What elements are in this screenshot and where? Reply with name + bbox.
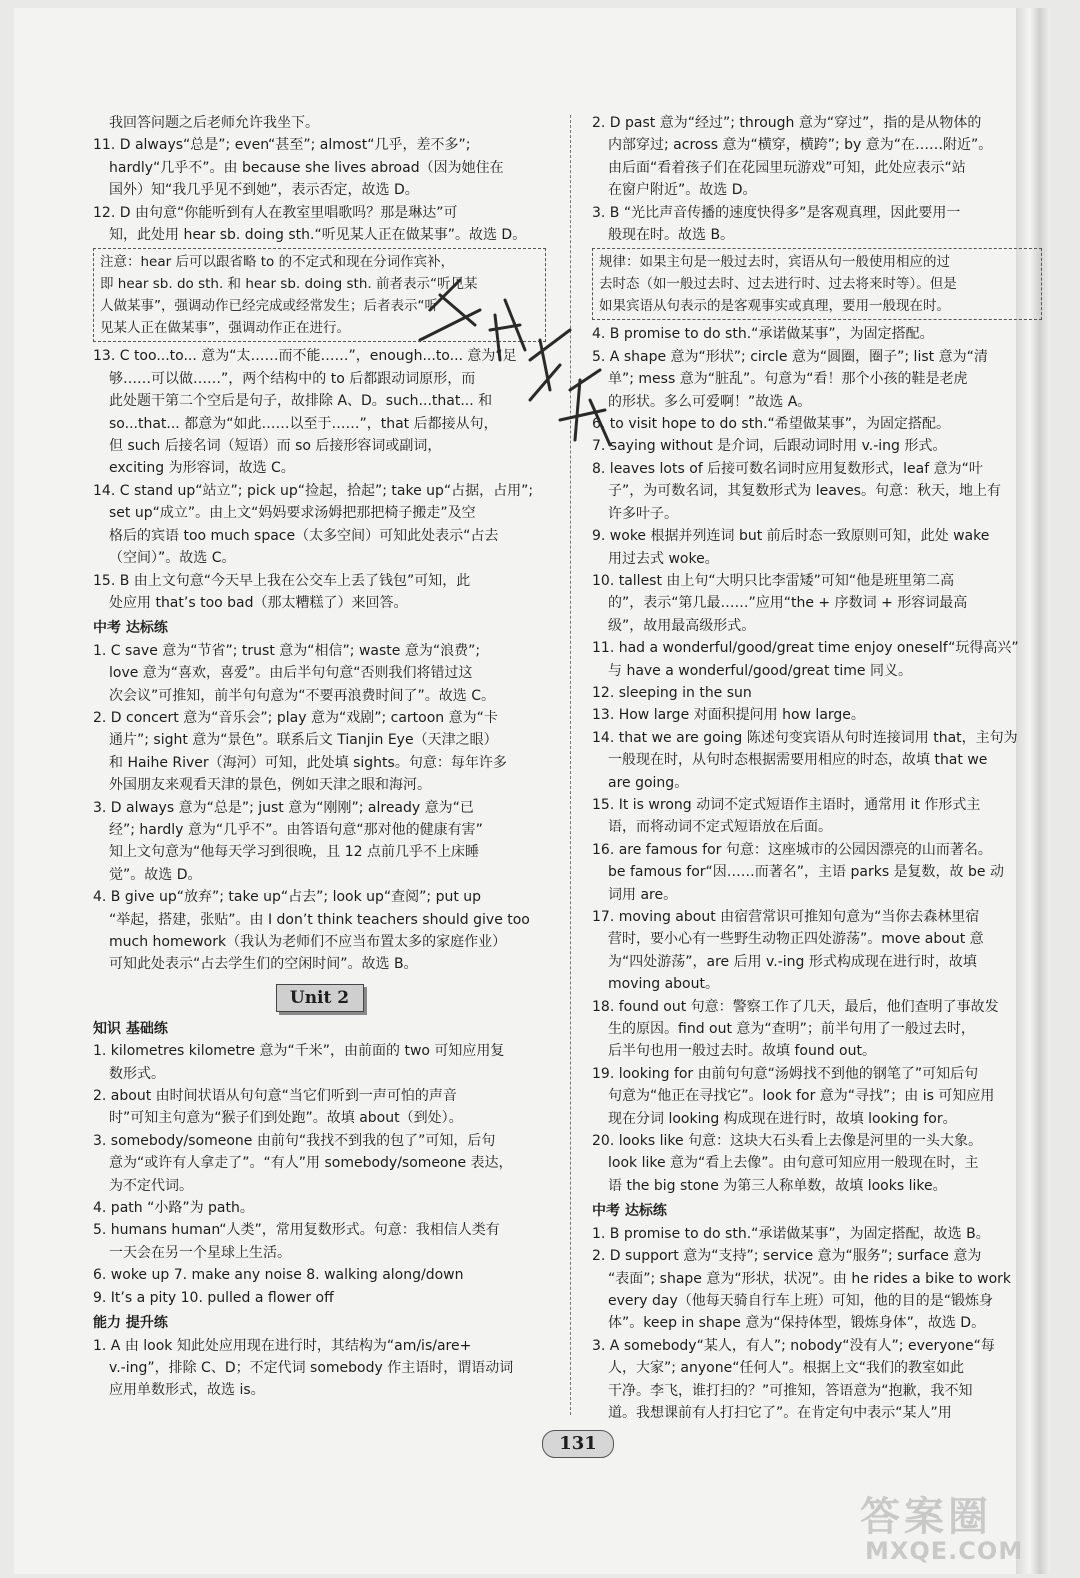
note-line: 如果宾语从句表示的是客观事实或真理，要用一般现在时。: [599, 298, 950, 315]
text-line: 但 such 后接名词（短语）而 so 后接形容词或副词，: [109, 438, 442, 455]
text-line: 营时，要小心有一些野生动物正四处游荡”。move about 意: [608, 931, 984, 948]
text-line: 一般现在时，从句时态根据需要用相应的时态，故填 that we: [608, 752, 988, 769]
text-line: 子”，为可数名词，其复数形式为 leaves。句意：秋天，地上有: [608, 483, 1001, 500]
answer-3: 3. B “光比声音传播的速度快得多”是客观真理，因此要用一: [592, 204, 961, 221]
text-line: 处应用 that’s too bad（那太糟糕了）来回答。: [109, 594, 408, 611]
text-line: 应用单数形式，故选 is。: [109, 1382, 265, 1399]
answer-19: 19. looking for 由前句句意“汤姆找不到他的钢笔了”可知后句: [592, 1065, 979, 1082]
text-line: 经”; hardly 意为“几乎不”。由答语句意“那对他的健康有害”: [109, 821, 483, 838]
text-line: 为“四处游荡”，are 后用 v.-ing 形式构成现在进行时，故填: [608, 953, 977, 970]
right-column: [592, 112, 1042, 1424]
text-line: 词用 are。: [608, 886, 678, 903]
answer-8: 8. leaves lots of 后接可数名词时应用复数形式，leaf 意为“叶: [592, 460, 983, 477]
text-line: 够……可以做……”，两个结构中的 to 后都跟动词原形，而: [109, 370, 476, 387]
watermark-logo: [860, 1485, 1070, 1570]
answer-5: 5. A shape 意为“形状”; circle 意为“圆圈，圈子”; list 意为“清: [592, 348, 988, 365]
page-number: 131: [542, 1430, 614, 1458]
text-line: 次会议”可推知，前半句句意为“不要再浪费时间了”。故选 C。: [109, 687, 495, 704]
answer-1: 1. C save 意为“节省”; trust 意为“相信”; waste 意为“浪费”;: [93, 642, 481, 659]
text-line: 由后面“看着孩子们在花园里玩游戏”可知，此处应表示“站: [608, 159, 966, 176]
text-line: 和 Haihe River（海河）可知，此处填 sights。句意：每年许多: [109, 754, 507, 771]
answer-11: 11. had a wonderful/good/great time enjoy oneself“玩得高兴”: [592, 640, 1019, 657]
note-line: 注意：hear 后可以跟省略 to 的不定式和现在分词作宾补，: [100, 254, 455, 271]
text-line: 我回答问题之后老师允许我坐下。: [109, 115, 319, 131]
answer-1: 1. B promise to do sth.“承诺做某事”，为固定搭配，故选 B。: [592, 1225, 990, 1242]
text-line: 用过去式 woke。: [608, 550, 719, 567]
text-line: are going。: [608, 774, 689, 791]
answer-9: 9. woke 根据并列连词 but 前后时态一致原则可知，此处 wake: [592, 528, 990, 545]
text-line: （空间）”。故选 C。: [109, 550, 236, 567]
text-line: 与 have a wonderful/good/great time 同义。: [608, 662, 913, 679]
text-line: 人，大家”; anyone“任何人”。根据上文“我们的教室如此: [608, 1360, 964, 1377]
text-line: 内部穿过; across 意为“横穿，横跨”; by 意为“在……附近”。: [608, 137, 993, 154]
text-line: 意为“或许有人拿走了”。“有人”用 somebody/someone 表达，: [109, 1155, 513, 1172]
text-line: 般现在时。故选 B。: [608, 227, 735, 244]
text-line: 单”; mess 意为“脏乱”。句意为“看！那个小孩的鞋是老虎: [608, 371, 968, 388]
answer-10: 10. tallest 由上句“大明只比李雷矮”可知“他是班里第二高: [592, 572, 955, 589]
text-line: 许多叶子。: [608, 505, 678, 522]
text-line: be famous for“因……而著名”，主语 parks 是复数，故 be 动: [608, 864, 1004, 881]
answer-1: 1. kilometres kilometre 意为“千米”，由前面的 two 可知应用复: [93, 1043, 505, 1060]
answer-3: 3. D always 意为“总是”; just 意为“刚刚”; already 意为“已: [93, 799, 474, 816]
answer-2: 2. D past 意为“经过”; through 意为“穿过”，指的是从物体的: [592, 115, 982, 131]
text-line: 时”可知主句意为“猴子们到处跑”。故填 about（到处）。: [109, 1110, 463, 1127]
text-line: 国外）知“我几乎见不到她”，表示否定，故选 D。: [109, 182, 419, 199]
watermark-url: MXQE.COM: [865, 1537, 1024, 1565]
answer-1: 1. A 由 look 知此处应用现在进行时，其结构为“am/is/are+: [93, 1337, 472, 1354]
text-line: 体”。keep in shape 意为“保持体型，锻炼身体”，故选 D。: [608, 1315, 986, 1332]
text-line: moving about。: [608, 976, 719, 993]
answer-2: 2. about 由时间状语从句句意“当它们听到一声可怕的声音: [93, 1088, 457, 1105]
text-line: “表面”; shape 意为“形状，状况”。由 he rides a bike to work: [608, 1270, 1012, 1287]
text-line: 生的原因。find out 意为“查明”；前半句用了一般过去时，: [608, 1021, 975, 1038]
answer-13: 13. C too...to... 意为“太……而不能……”，enough...to... 意为“足: [93, 348, 517, 365]
text-line: hardly“几乎不”。由 because she lives abroad（因为她住在: [109, 159, 504, 176]
text-line: look like 意为“看上去像”。由句意可知应用一般现在时，主: [608, 1155, 979, 1172]
answer-3: 3. A somebody“某人，有人”; nobody“没有人”; everyone“每: [592, 1337, 995, 1354]
text-line: much homework（我认为老师们不应当布置太多的家庭作业）: [109, 934, 507, 950]
text-line: 干净。李飞，谁打扫的？”可推知，答语意为“抱歉，我不知: [608, 1382, 973, 1399]
text-line: 外国朋友来观看天津的景色，例如天津之眼和海河。: [109, 777, 431, 794]
answer-15: 15. It is wrong 动词不定式短语作主语时，通常用 it 作形式主: [592, 796, 981, 813]
note-line: 人做某事”，强调动作已经完成或经常发生；后者表示“听: [100, 298, 438, 315]
answer-17: 17. moving about 由宿营常识可推知句意为“当你去森林里宿: [592, 909, 980, 925]
text-line: 的形状。多么可爱啊！”故选 A。: [608, 393, 812, 410]
text-line: 语，而将动词不定式短语放在后面。: [608, 819, 832, 836]
text-line: so...that... 都意为“如此……以至于……”，that 后都接从句，: [109, 415, 498, 432]
text-line: 可知此处表示“占去学生们的空闲时间”。故选 B。: [109, 956, 418, 973]
answer-6-8: 6. woke up 7. make any noise 8. walking along/down: [93, 1267, 464, 1284]
text-line: v.-ing”，排除 C、D；不定代词 somebody 作主语时，谓语动词: [109, 1359, 514, 1376]
text-line: 为不定代词。: [109, 1177, 193, 1194]
text-line: “举起，搭建，张贴”。由 I don’t think teachers should give too: [109, 911, 530, 928]
answer-20: 20. looks like 句意：这块大石头看上去像是河里的一头大象。: [592, 1133, 983, 1150]
text-line: 道。我想课前有人打扫它了”。在肯定句中表示“某人”用: [608, 1404, 952, 1421]
answer-13: 13. How large 对面积提问用 how large。: [592, 707, 865, 724]
answer-16: 16. are famous for 句意：这座城市的公园因漂亮的山而著名。: [592, 841, 992, 858]
note-line: 即 hear sb. do sth. 和 hear sb. doing sth. 前者表示“听见某: [100, 276, 478, 293]
watermark-text: 答案圈: [860, 1494, 992, 1540]
text-line: 级”，故用最高级形式。: [608, 617, 756, 634]
answer-12: 12. sleeping in the sun: [592, 684, 752, 701]
text-line: 后半句也用一般过去时。故填 found out。: [608, 1043, 876, 1060]
text-line: 现在分词 looking 构成现在进行时，故填 looking for。: [608, 1110, 957, 1127]
answer-6: 6. to visit hope to do sth.“希望做某事”，为固定搭配。: [592, 416, 951, 433]
text-line: set up“成立”。由上文“妈妈要求汤姆把那把椅子搬走”及空: [109, 505, 476, 522]
section-heading: 能力 提升练: [93, 1315, 168, 1332]
section-heading: 中考 达标练: [592, 1203, 667, 1220]
answer-3: 3. somebody/someone 由前句“我找不到我的包了”可知，后句: [93, 1132, 496, 1149]
answer-2: 2. D concert 意为“音乐会”; play 意为“戏剧”; cartoon 意为“卡: [93, 709, 498, 726]
text-line: 数形式。: [109, 1065, 165, 1082]
note-line: 见某人正在做某事”，强调动作正在进行。: [100, 320, 350, 337]
text-line: 一天会在另一个星球上生活。: [109, 1244, 291, 1261]
unit-heading: Unit 2: [276, 984, 364, 1012]
text-line: 在窗户附近”。故选 D。: [608, 182, 757, 199]
text-line: 的”，表示“第几最……”应用“the + 序数词 + 形容词最高: [608, 595, 968, 612]
text-line: 通片”; sight 意为“景色”。联系后文 Tianjin Eye（天津之眼）: [109, 732, 498, 749]
rule-box: [592, 248, 1042, 320]
note-line: 规律：如果主句是一般过去时，宾语从句一般使用相应的过: [599, 254, 950, 271]
text-line: 知，此处用 hear sb. doing sth.“听见某人正在做某事”。故选 D。: [109, 227, 527, 244]
text-line: 格后的宾语 too much space（太多空间）可知此处表示“占去: [109, 527, 499, 544]
note-line: 去时态（如一般过去时、过去进行时、过去将来时等）。但是: [599, 276, 957, 293]
answer-14: 14. C stand up“站立”; pick up“捡起，拾起”; take up“占据，占用”;: [93, 482, 534, 499]
text-line: 觉”。故选 D。: [109, 866, 202, 883]
answer-18: 18. found out 句意：警察工作了几天，最后，他们查明了事故发: [592, 998, 999, 1015]
text-line: 此处题干第二个空后是句子，故排除 A、D。such...that... 和: [109, 393, 493, 410]
answer-9-10: 9. It’s a pity 10. pulled a flower off: [93, 1289, 334, 1306]
answer-12: 12. D 由句意“你能听到有人在教室里唱歌吗？那是琳达”可: [93, 204, 458, 221]
answer-4: 4. path “小路”为 path。: [93, 1200, 254, 1217]
text-line: 语 the big stone 为第三人称单数，故填 looks like。: [608, 1177, 947, 1194]
answer-14: 14. that we are going 陈述句变宾语从句时连接词用 that，主句为: [592, 729, 1018, 746]
text-line: exciting 为形容词，故选 C。: [109, 460, 295, 477]
text-line: 句意为“他正在寻找它”。look for 意为“寻找”；由 is 可知应用: [608, 1088, 995, 1105]
section-heading: 知识 基础练: [93, 1020, 168, 1037]
answer-5: 5. humans human“人类”，常用复数形式。句意：我相信人类有: [93, 1222, 500, 1239]
text-line: love 意为“喜欢，喜爱”。由后半句句意“否则我们将错过这: [109, 665, 473, 682]
section-heading: 中考 达标练: [93, 620, 168, 637]
handwriting-scribble: [400, 270, 620, 460]
answer-11: 11. D always“总是”; even“甚至”; almost“几乎，差不多”;: [93, 137, 471, 154]
answer-4: 4. B give up“放弃”; take up“占去”; look up“查阅”; put up: [93, 889, 482, 906]
answer-4: 4. B promise to do sth.“承诺做某事”，为固定搭配。: [592, 326, 934, 343]
answer-15: 15. B 由上文句意“今天早上我在公交车上丢了钱包”可知，此: [93, 572, 471, 589]
text-line: 知上文句意为“他每天学习到很晚，且 12 点前几乎不上床睡: [109, 844, 479, 861]
answer-7: 7. saying without 是介词，后跟动词时用 v.-ing 形式。: [592, 438, 947, 455]
answer-2: 2. D support 意为“支持”; service 意为“服务”; surface 意为: [592, 1248, 982, 1265]
text-line: every day（他每天骑自行车上班）可知，他的目的是“锻炼身: [608, 1292, 994, 1309]
